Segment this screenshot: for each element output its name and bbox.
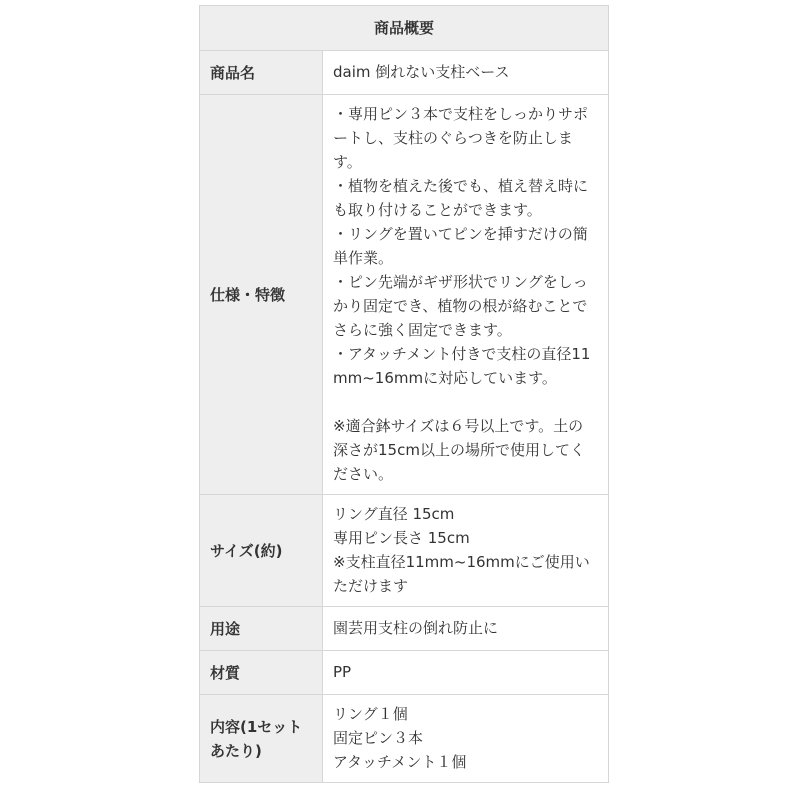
table-row-contents (200, 695, 609, 783)
table-row-size (200, 495, 609, 607)
table-row-specs-features (200, 95, 609, 495)
row-value-size: リング直径 15cm 専用ピン長さ 15cm ※支柱直径11mm~16mmにご使用いただけます (323, 495, 609, 607)
row-label-specs-features: 仕様・特徴 (200, 95, 323, 495)
row-label-usage: 用途 (200, 607, 323, 651)
row-label-contents: 内容(1セットあたり) (200, 695, 323, 783)
row-value-usage: 園芸用支柱の倒れ防止に (323, 607, 609, 651)
table-title: 商品概要 (200, 6, 609, 51)
table-row-product-name (200, 51, 609, 95)
row-value-product-name: daim 倒れない支柱ベース (323, 51, 609, 95)
row-label-product-name: 商品名 (200, 51, 323, 95)
table-header-row (200, 6, 609, 51)
row-label-material: 材質 (200, 651, 323, 695)
row-label-size: サイズ(約) (200, 495, 323, 607)
table-row-material (200, 651, 609, 695)
product-summary-table (199, 5, 609, 783)
row-value-contents: リング１個 固定ピン３本 アタッチメント１個 (323, 695, 609, 783)
row-value-specs-features: ・専用ピン３本で支柱をしっかりサポートし、支柱のぐらつきを防止します。 ・植物を植えた後でも、植え替え時にも取り付けることができます。 ・リングを置いてピンを挿すだけの簡単作業。 ・ピン先端がギザ形状でリングをしっかり固定でき、植物の根が絡むことでさらに強く固定できます。 ・アタッチメント付きで支柱の直径11mm~16mmに対応しています。 ※適合鉢サイズは６号以上です。土の深さが15cm以上の場所で使用してください。 (323, 95, 609, 495)
row-value-material: PP (323, 651, 609, 695)
table-row-usage (200, 607, 609, 651)
